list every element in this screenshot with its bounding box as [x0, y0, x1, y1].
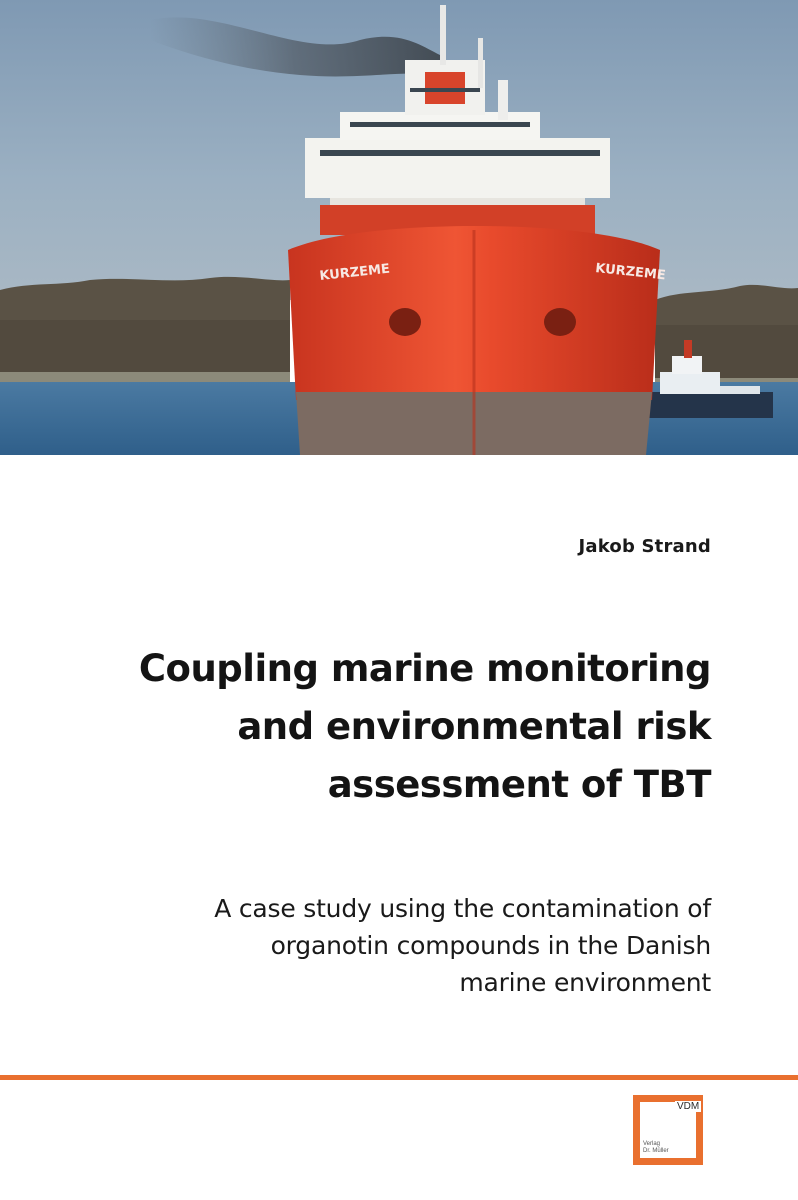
book-subtitle: A case study using the contamination of organotin compounds in the Danish marine environment — [214, 894, 711, 997]
ship-illustration — [0, 0, 798, 455]
book-title: Coupling marine monitoring and environmental risk assessment of TBT — [138, 647, 711, 806]
author-name: Jakob Strand — [578, 536, 711, 557]
cover-photo-tanker-ship — [0, 0, 798, 455]
ship-name-starboard: KURZEME — [594, 261, 667, 284]
publisher-logo — [633, 1095, 715, 1175]
publisher-logo-text: VDM — [677, 1101, 700, 1112]
orange-divider — [0, 1075, 798, 1080]
publisher-logo-subtext: Verlag Dr. Müller — [643, 1141, 669, 1154]
ship-name-port: KURZEME — [318, 261, 391, 284]
